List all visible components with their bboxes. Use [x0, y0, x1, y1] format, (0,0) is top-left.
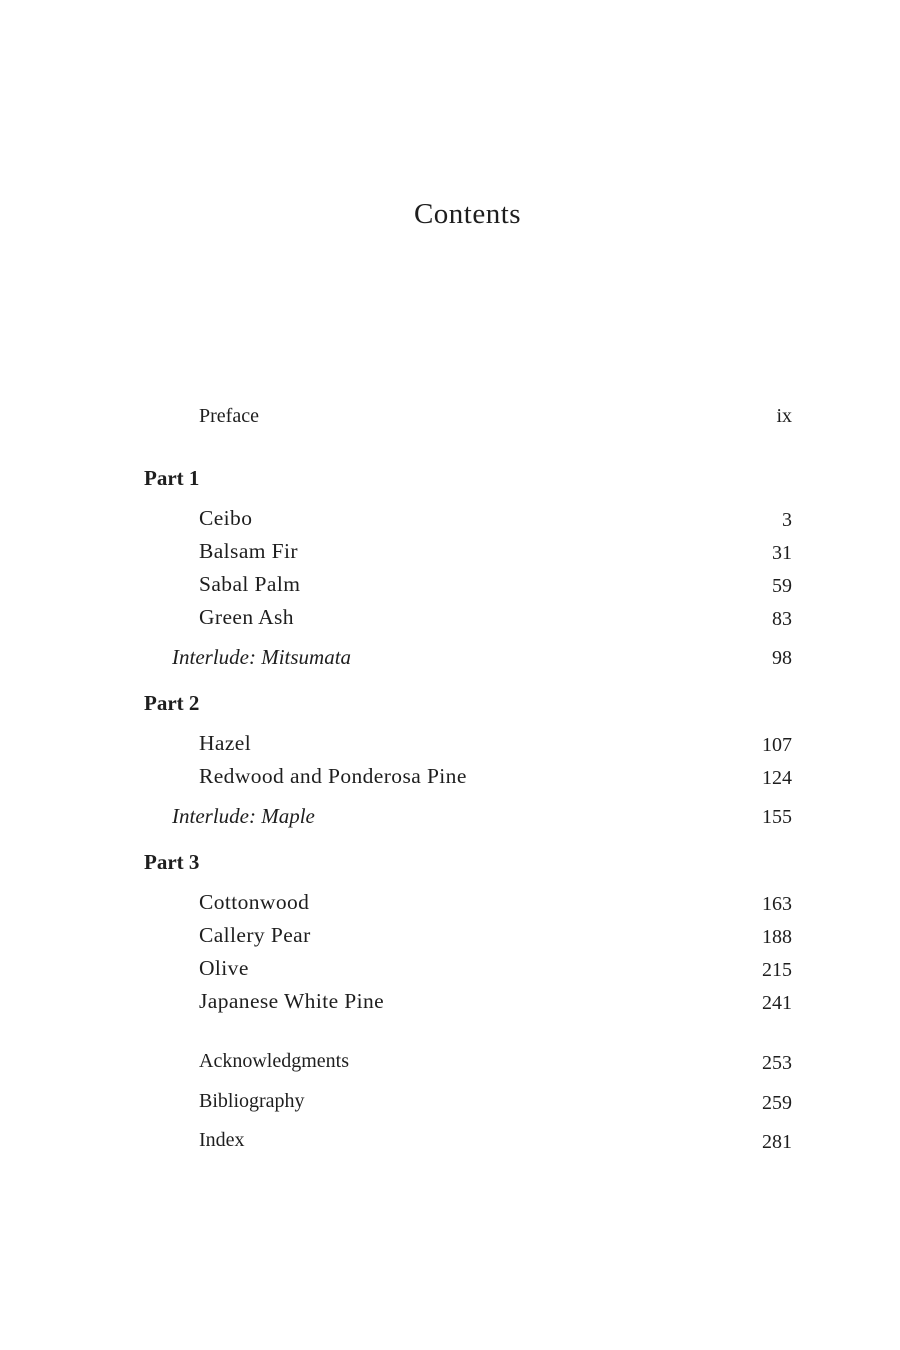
toc-entry — [0, 764, 900, 794]
toc-entry-page: 3 — [782, 509, 792, 531]
toc-entry-title: Bibliography — [199, 1090, 305, 1112]
toc-entry-title: Preface — [199, 405, 259, 427]
toc-entry-title: Sabal Palm — [199, 572, 301, 596]
toc-entry-index — [0, 1129, 900, 1159]
part-heading — [0, 691, 900, 721]
toc-entry-page: 241 — [762, 992, 792, 1014]
toc-entry — [0, 989, 900, 1019]
toc-entry-title: Cottonwood — [199, 890, 310, 914]
toc-entry-page: 124 — [762, 767, 792, 789]
toc-entry — [0, 506, 900, 536]
toc-entry-page: 281 — [762, 1131, 792, 1153]
toc-entry-page: ix — [776, 405, 792, 427]
toc-entry — [0, 539, 900, 569]
part-label: Part 2 — [144, 691, 200, 715]
toc-entry-title: Olive — [199, 956, 249, 980]
part-label: Part 3 — [144, 850, 200, 874]
toc-entry — [0, 890, 900, 920]
toc-entry-page: 253 — [762, 1052, 792, 1074]
toc-entry — [0, 572, 900, 602]
toc-entry-page: 259 — [762, 1092, 792, 1114]
toc-entry-page: 31 — [772, 542, 792, 564]
toc-entry-interlude — [0, 804, 900, 834]
toc-entry-page: 107 — [762, 734, 792, 756]
toc-entry-title: Acknowledgments — [199, 1050, 349, 1072]
toc-entry — [0, 731, 900, 761]
toc-entry-preface — [0, 405, 900, 435]
toc-entry-page: 59 — [772, 575, 792, 597]
toc-entry — [0, 956, 900, 986]
toc-entry-title: Hazel — [199, 731, 252, 755]
toc-entry-page: 215 — [762, 959, 792, 981]
toc-entry-title: Japanese White Pine — [199, 989, 385, 1013]
toc-entry-title: Interlude: Maple — [172, 804, 315, 828]
toc-entry-interlude — [0, 645, 900, 675]
toc-entry-page: 155 — [762, 806, 792, 828]
toc-entry-title: Green Ash — [199, 605, 294, 629]
page-title: Contents — [413, 198, 522, 230]
toc-entry-title: Redwood and Ponderosa Pine — [199, 764, 467, 788]
part-heading — [0, 850, 900, 880]
toc-entry-title: Interlude: Mitsumata — [172, 645, 352, 669]
toc-entry-page: 98 — [772, 647, 792, 669]
toc-entry-bibliography — [0, 1090, 900, 1120]
toc-entry-title: Callery Pear — [199, 923, 311, 947]
toc-entry — [0, 923, 900, 953]
toc-entry-page: 83 — [772, 608, 792, 630]
part-label: Part 1 — [144, 466, 200, 490]
toc-entry-page: 188 — [762, 926, 792, 948]
toc-entry-title: Ceibo — [199, 506, 253, 530]
toc-entry-title: Balsam Fir — [199, 539, 298, 563]
toc-entry-title: Index — [199, 1129, 245, 1151]
toc-entry-acknowledgments — [0, 1050, 900, 1080]
part-heading — [0, 466, 900, 496]
toc-entry-page: 163 — [762, 893, 792, 915]
toc-entry — [0, 605, 900, 635]
